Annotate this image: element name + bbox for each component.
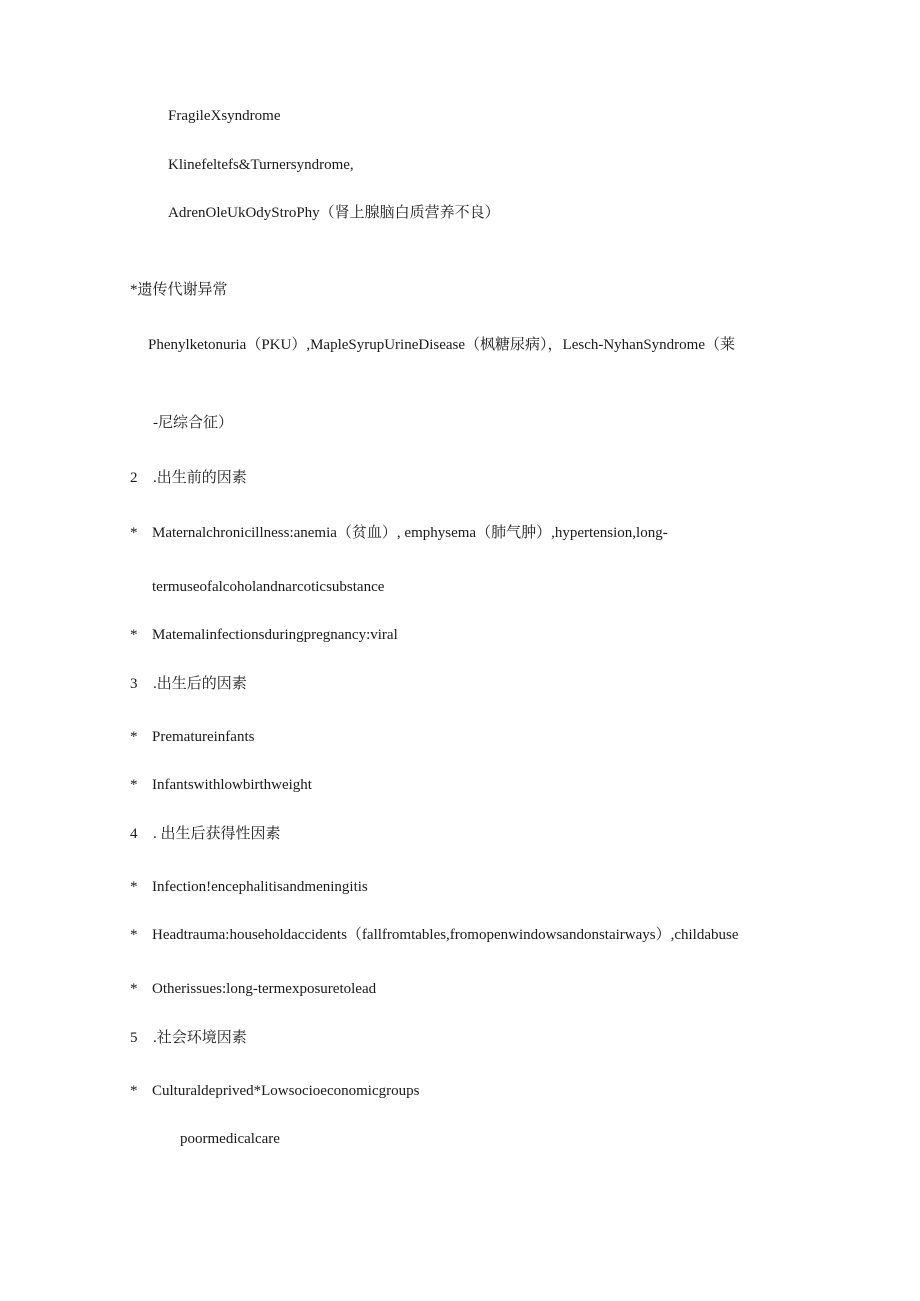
- section-heading: .出生前的因素: [153, 470, 247, 486]
- bullet-marker: *: [130, 981, 138, 997]
- list-item: Matemalinfectionsduringpregnancy:viral: [152, 627, 398, 643]
- list-item: Headtrauma:householdaccidents（fallfromtables,fromopenwindowsandonstairways）,childabuse: [152, 927, 739, 943]
- list-item: Infantswithlowbirthweight: [152, 777, 312, 793]
- bullet-marker: *: [130, 927, 138, 943]
- bullet-marker: *: [130, 729, 138, 745]
- list-item-continuation: poormedicalcare: [180, 1131, 280, 1147]
- bullet-marker: *: [130, 879, 138, 895]
- text-line: Phenylketonuria（PKU）,MapleSyrupUrineDisease（枫糖尿病），Lesch-NyhanSyndrome（莱: [148, 337, 735, 353]
- section-number: 3: [130, 676, 138, 692]
- section-heading: .社会环境因素: [153, 1030, 247, 1046]
- list-item: Culturaldeprived*Lowsocioeconomicgroups: [152, 1083, 420, 1099]
- bullet-marker: *: [130, 627, 138, 643]
- bullet-marker: *: [130, 525, 138, 541]
- list-item: Maternalchronicillness:anemia（贫血）, emphysema（肺气肿）,hypertension,long-: [152, 525, 668, 541]
- section-number: 2: [130, 470, 138, 486]
- text-line: -尼综合征）: [153, 415, 233, 431]
- list-item: Otherissues:long-termexposuretolead: [152, 981, 377, 997]
- list-item: Prematureinfants: [152, 729, 255, 745]
- section-number: 5: [130, 1030, 138, 1046]
- bullet-marker: *: [130, 1083, 138, 1099]
- list-item-continuation: termuseofalcoholandnarcoticsubstance: [152, 579, 385, 595]
- section-heading: . 出生后获得性因素: [153, 826, 281, 842]
- section-heading: .出生后的因素: [153, 676, 247, 692]
- list-item: Infection!encephalitisandmeningitis: [152, 879, 368, 895]
- text-line: Klinefeltefs&Turnersyndrome,: [168, 157, 354, 173]
- bullet-marker: *: [130, 777, 138, 793]
- section-heading: *遗传代谢异常: [130, 282, 228, 298]
- text-line: AdrenOleUkOdyStroPhy（肾上腺脑白质营养不良）: [168, 205, 500, 221]
- section-number: 4: [130, 826, 138, 842]
- text-line: FragileXsyndrome: [168, 108, 281, 124]
